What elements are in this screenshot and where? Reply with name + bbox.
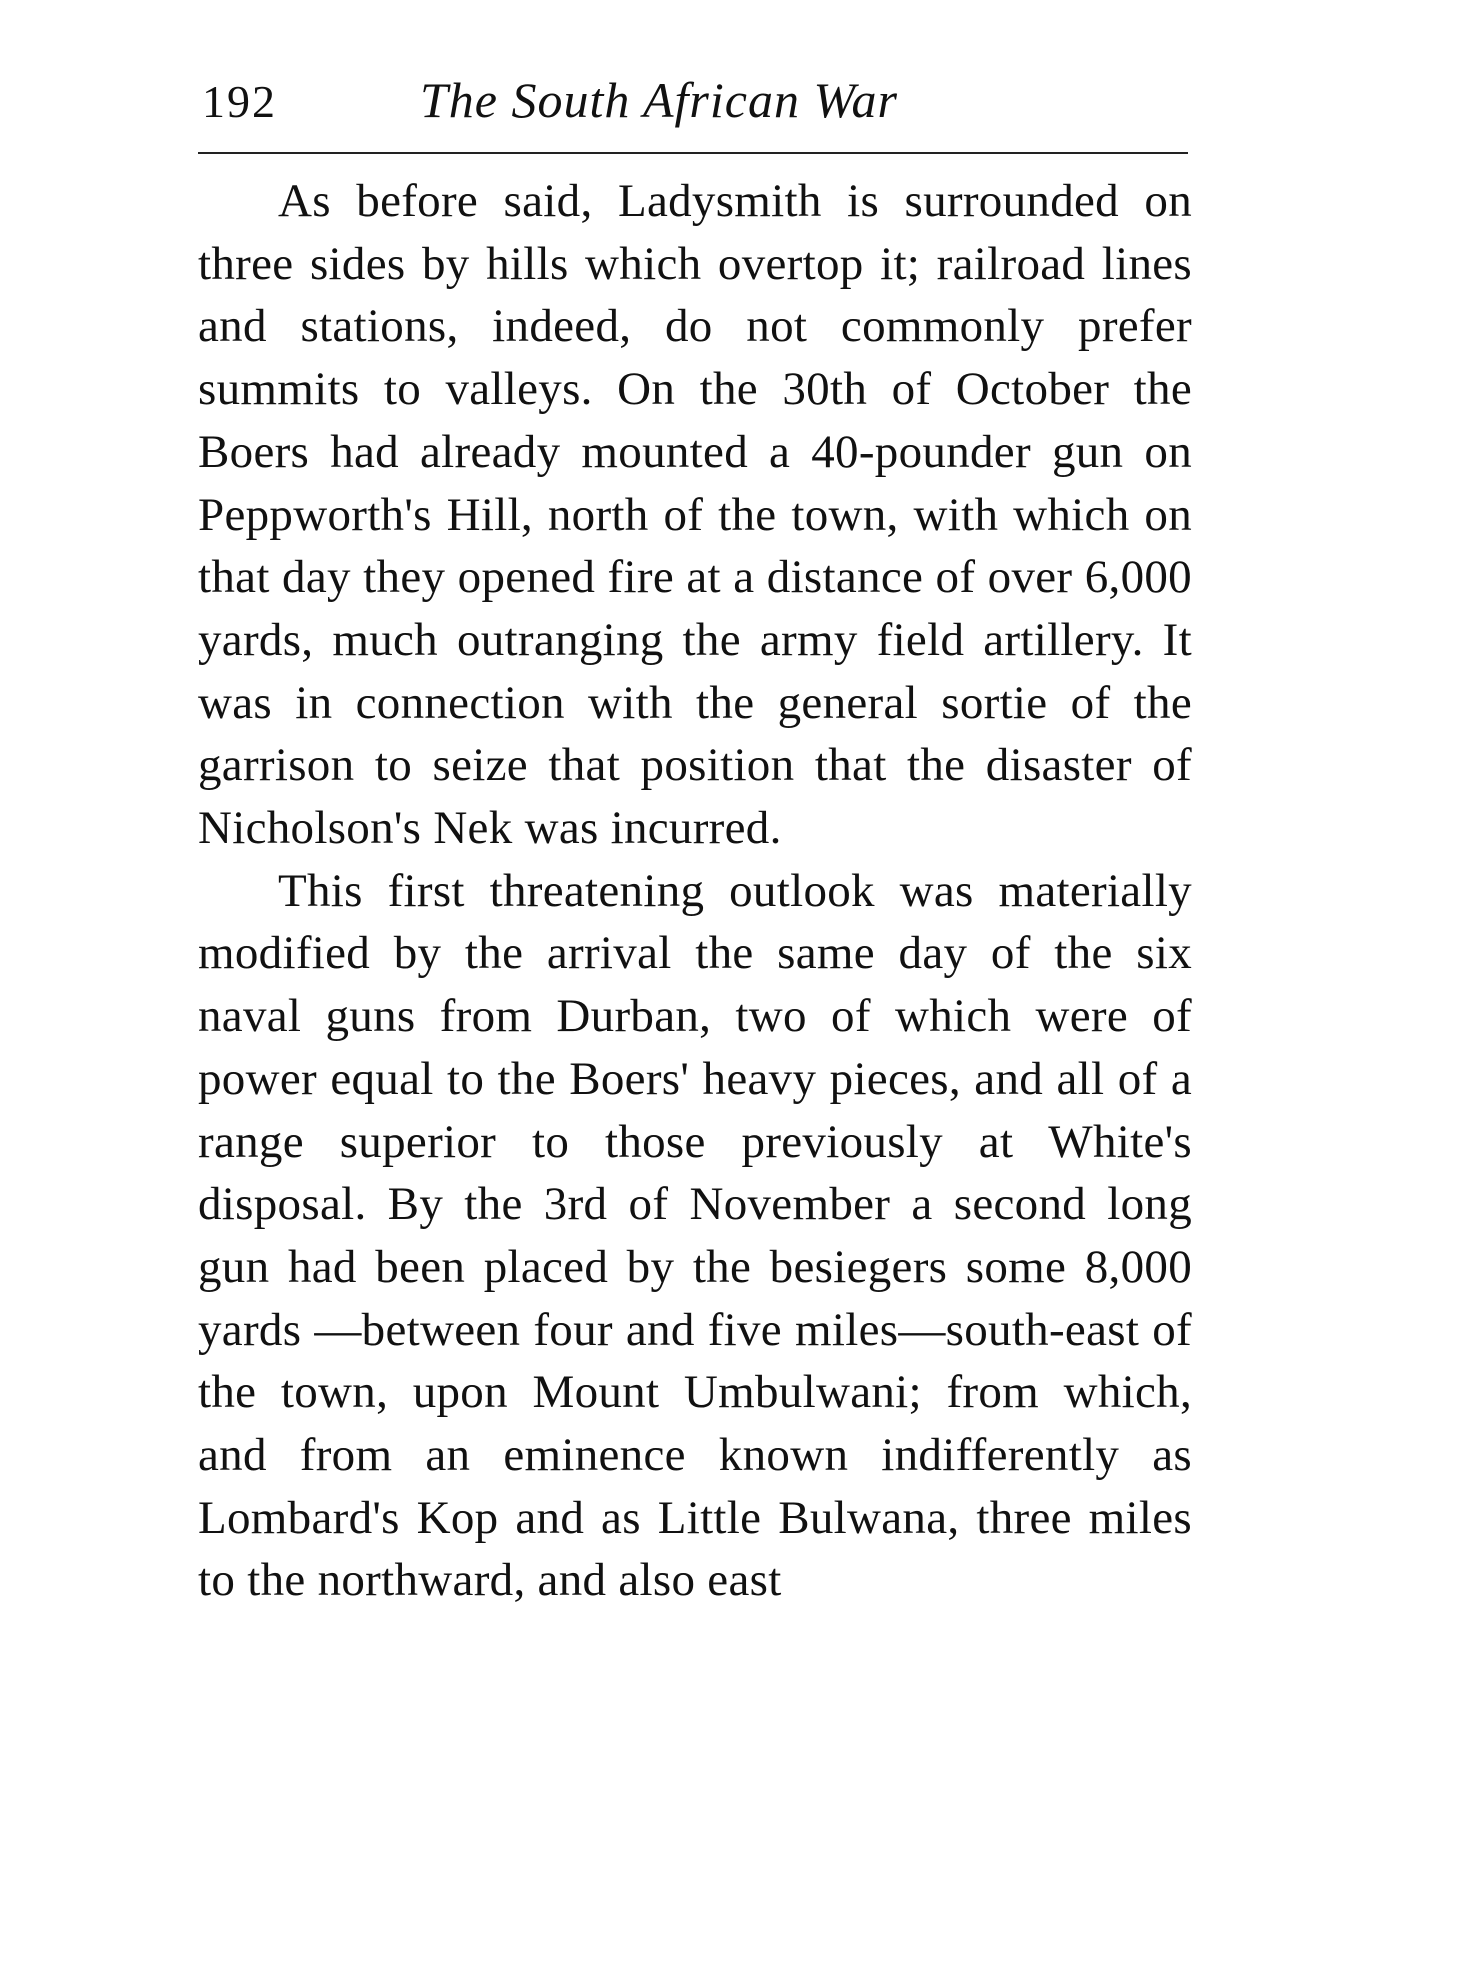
body-text: [198, 170, 1192, 1612]
header-rule: [198, 152, 1188, 154]
running-title: The South African War: [420, 72, 898, 128]
paragraph: As before said, Ladysmith is surrounded on three sides by hills which overtop it; railroad lines and stations, indeed, do not commonly prefer summits to valleys. On the 30th of October the Boers had already mounted a 40-pounder gun on Peppworth's Hill, north of the town, with which on that day they opened fire at a distance of over 6,000 yards, much outranging the army field artillery. It was in connection with the general sortie of the garrison to seize that position that the disaster of Nicholson's Nek was incurred.: [198, 175, 1192, 855]
paragraph: This first threatening outlook was materially modified by the arrival the same day of the six naval guns from Durban, two of which were of power equal to the Boers' heavy pieces, and all of a range superior to those previously at White's disposal. By the 3rd of November a second long gun had been placed by the besiegers some 8,000 yards —between four and five miles—south-east of the town, upon Mount Umbulwani; from which, and from an eminence known indifferently as Lombard's Kop and as Little Bulwana, three miles to the northward, and also east: [198, 864, 1192, 1607]
page-number: 192: [202, 76, 277, 127]
